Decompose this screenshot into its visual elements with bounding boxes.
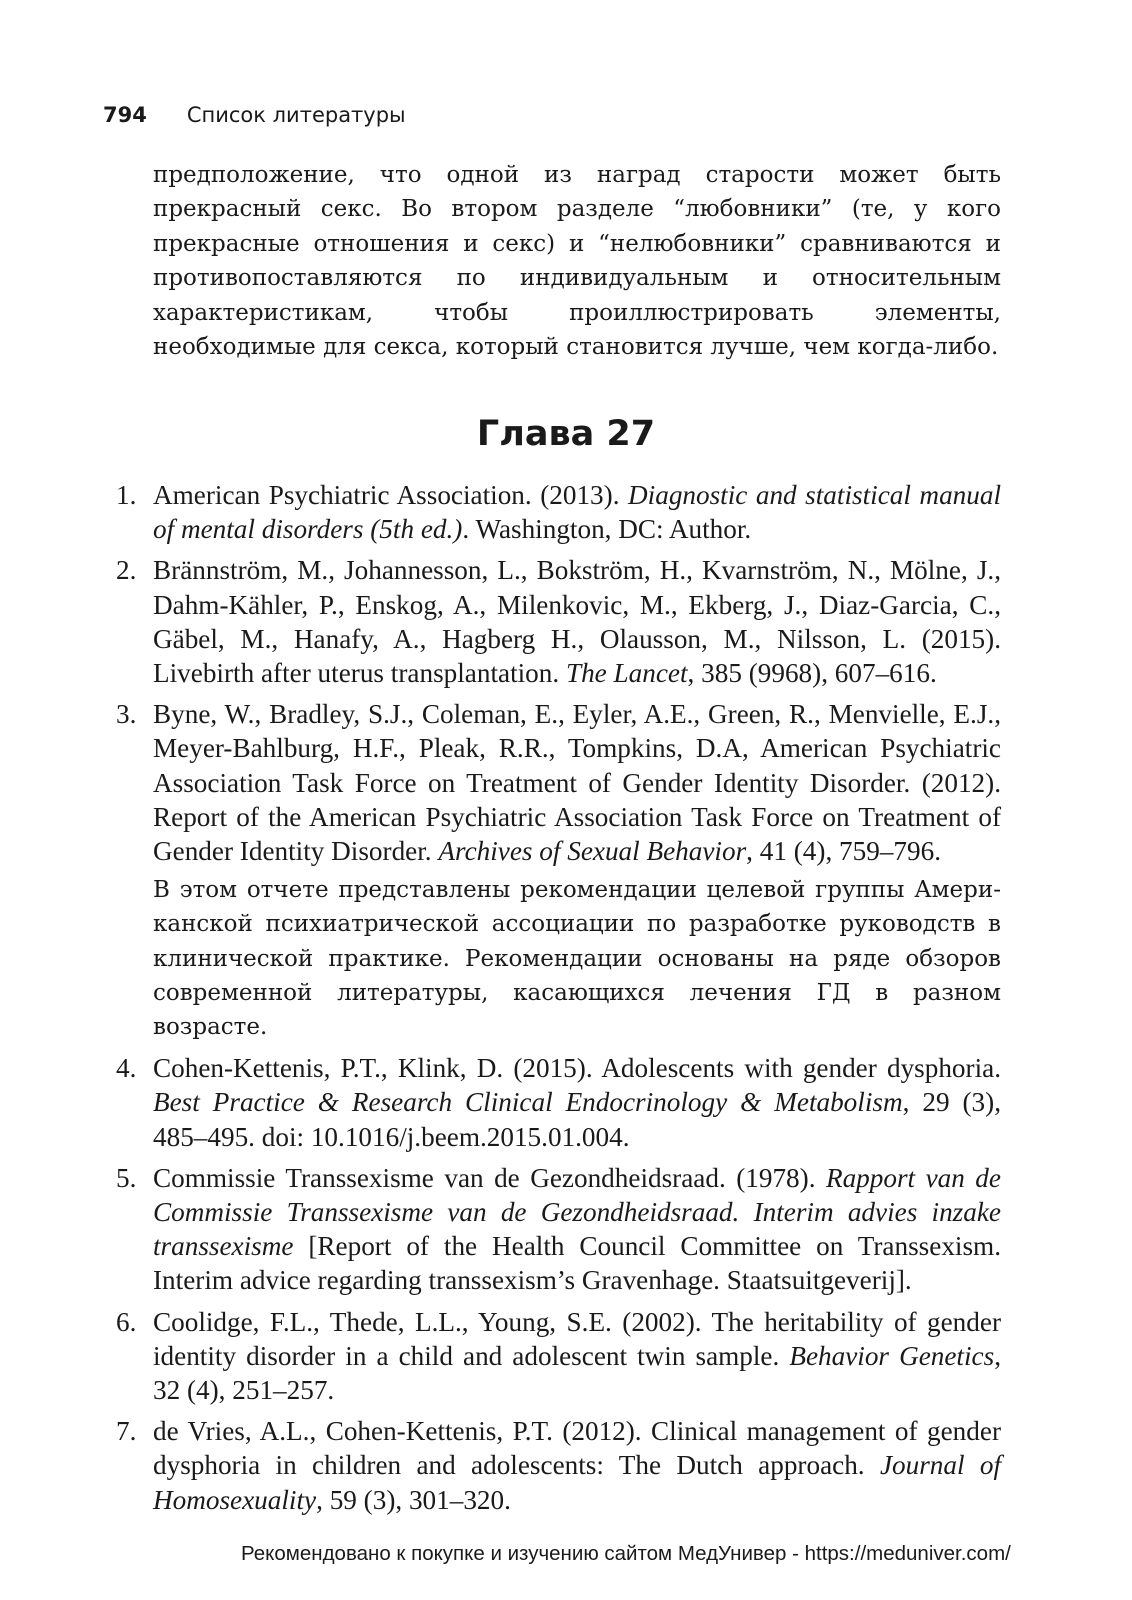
reference-item xyxy=(116,1161,1001,1298)
reference-source-title: Journal of Homosexuality xyxy=(153,1450,1001,1515)
running-header xyxy=(103,103,406,127)
footer-promo-link[interactable]: Рекомендовано к покупке и изучению сайтом МедУнивер - https://meduniver.com/ xyxy=(241,1542,1011,1565)
reference-item xyxy=(116,1414,1001,1517)
reference-text: de Vries, A.L., Cohen-Kettenis, P.T. (2012). Clinical management of gender dysphoria in children and adolescents: The Dutch approach. xyxy=(153,1416,1001,1481)
reference-number: 5. xyxy=(116,1162,137,1193)
reference-text-end: [Report of the Health Council Committee on Transsexism. Interim advice regarding transsexism’s Gravenhage. Staatsuitgeverij]. xyxy=(153,1231,1001,1296)
reference-item xyxy=(116,1051,1002,1154)
reference-number: 2. xyxy=(116,555,137,586)
reference-text-end: , 41 (4), 759–796. xyxy=(746,836,941,867)
reference-number: 6. xyxy=(116,1306,137,1337)
reference-text: Coolidge, F.L., Thede, L.L., Young, S.E. (2002). The heritability of gender identity disorder in a child and adolescent twin sample. xyxy=(153,1306,1001,1371)
reference-text: Byne, W., Bradley, S.J., Coleman, E., Eyler, A.E., Green, R., Menvielle, E.J., Meyer-Bahlburg, H.F., Pleak, R.R., Tompkins, D.A, American Psychiatric Association Task Force on Treatment of Gender Identity Disorder. (2012). Report of the American Psychiatric Association Task Force on Treatment of Gender Identity Disorder. xyxy=(153,699,1001,867)
reference-item xyxy=(116,553,1001,690)
running-title: Список литературы xyxy=(186,103,406,127)
reference-source-title: Archives of Sexual Behavior xyxy=(438,836,747,867)
reference-source-title: Behavior Genetics xyxy=(789,1340,995,1371)
reference-source-title: Rapport van de Commissie Transsexisme van de Gezondheidsraad. Interim advies inzake transsexisme xyxy=(153,1162,1001,1262)
reference-text-end: , 32 (4), 251–257. xyxy=(153,1340,1001,1406)
page-number: 794 xyxy=(103,103,147,127)
chapter-title: Глава 27 xyxy=(476,414,656,454)
reference-text-end: . Washington, DC: Author. xyxy=(462,514,752,545)
reference-text-end: , 29 (3), 485–495. doi: 10.1016/j.beem.2015.01.004. xyxy=(153,1087,1002,1152)
reference-source-title: The Lancet xyxy=(565,658,688,689)
reference-text: Cohen-Kettenis, P.T., Klink, D. (2015). Adolescents with gender dysphoria. xyxy=(153,1053,1001,1084)
reference-text: American Psychiatric Association. (2013). xyxy=(153,480,629,510)
reference-item xyxy=(116,1305,1001,1408)
reference-text: Commissie Transsexisme van de Gezondheidsraad. (1978). xyxy=(153,1162,826,1193)
reference-number: 3. xyxy=(116,699,137,730)
reference-text-end: , 59 (3), 301–320. xyxy=(316,1484,511,1515)
reference-text-end: , 385 (9968), 607–616. xyxy=(687,658,937,689)
reference-source-title: Best Practice & Research Clinical Endocrinology & Metabolism xyxy=(153,1087,903,1118)
reference-number: 1. xyxy=(116,480,137,510)
intro-paragraph: предположение, что одной из наград старости может быть прекрасный секс. Во втором разделе “любовники” (те, у кого прекрасные отношения и секс) и “нелюбовники” сравниваются и противопоставляются по индивидуальным и относительным характеристикам, чтобы проиллюстрировать элементы, необходимые для секса, который становится лучше, чем когда-либо. xyxy=(153,162,1001,361)
reference-number: 4. xyxy=(116,1053,137,1084)
reference-list xyxy=(116,478,1002,1524)
reference-item xyxy=(116,697,1001,1044)
reference-source-title: Diagnostic and statistical manual of mental disorders (5th ed.) xyxy=(153,480,1001,545)
reference-text: Brännström, M., Johannesson, L., Bokström, H., Kvarnström, N., Mölne, J., Dahm-Kähler, P., Enskog, A., Milenkovic, M., Ekberg, J., Diaz-Garcia, C., Gäbel, M., Hanafy, A., Hagberg H., Olausson, M., Nilsson, L. (2015). Livebirth after uterus transplantation. xyxy=(153,555,1001,689)
reference-number: 7. xyxy=(116,1416,137,1447)
reference-annotation: В этом отчете представлены рекомендации целевой группы Американской психиатрической ассоциации по разработке руководств в клинической практике. Рекомендации основаны на ряде обзоров современной литературы, касающихся лечения ГД в разном возрасте. xyxy=(153,877,1001,1041)
reference-item xyxy=(116,478,1001,546)
